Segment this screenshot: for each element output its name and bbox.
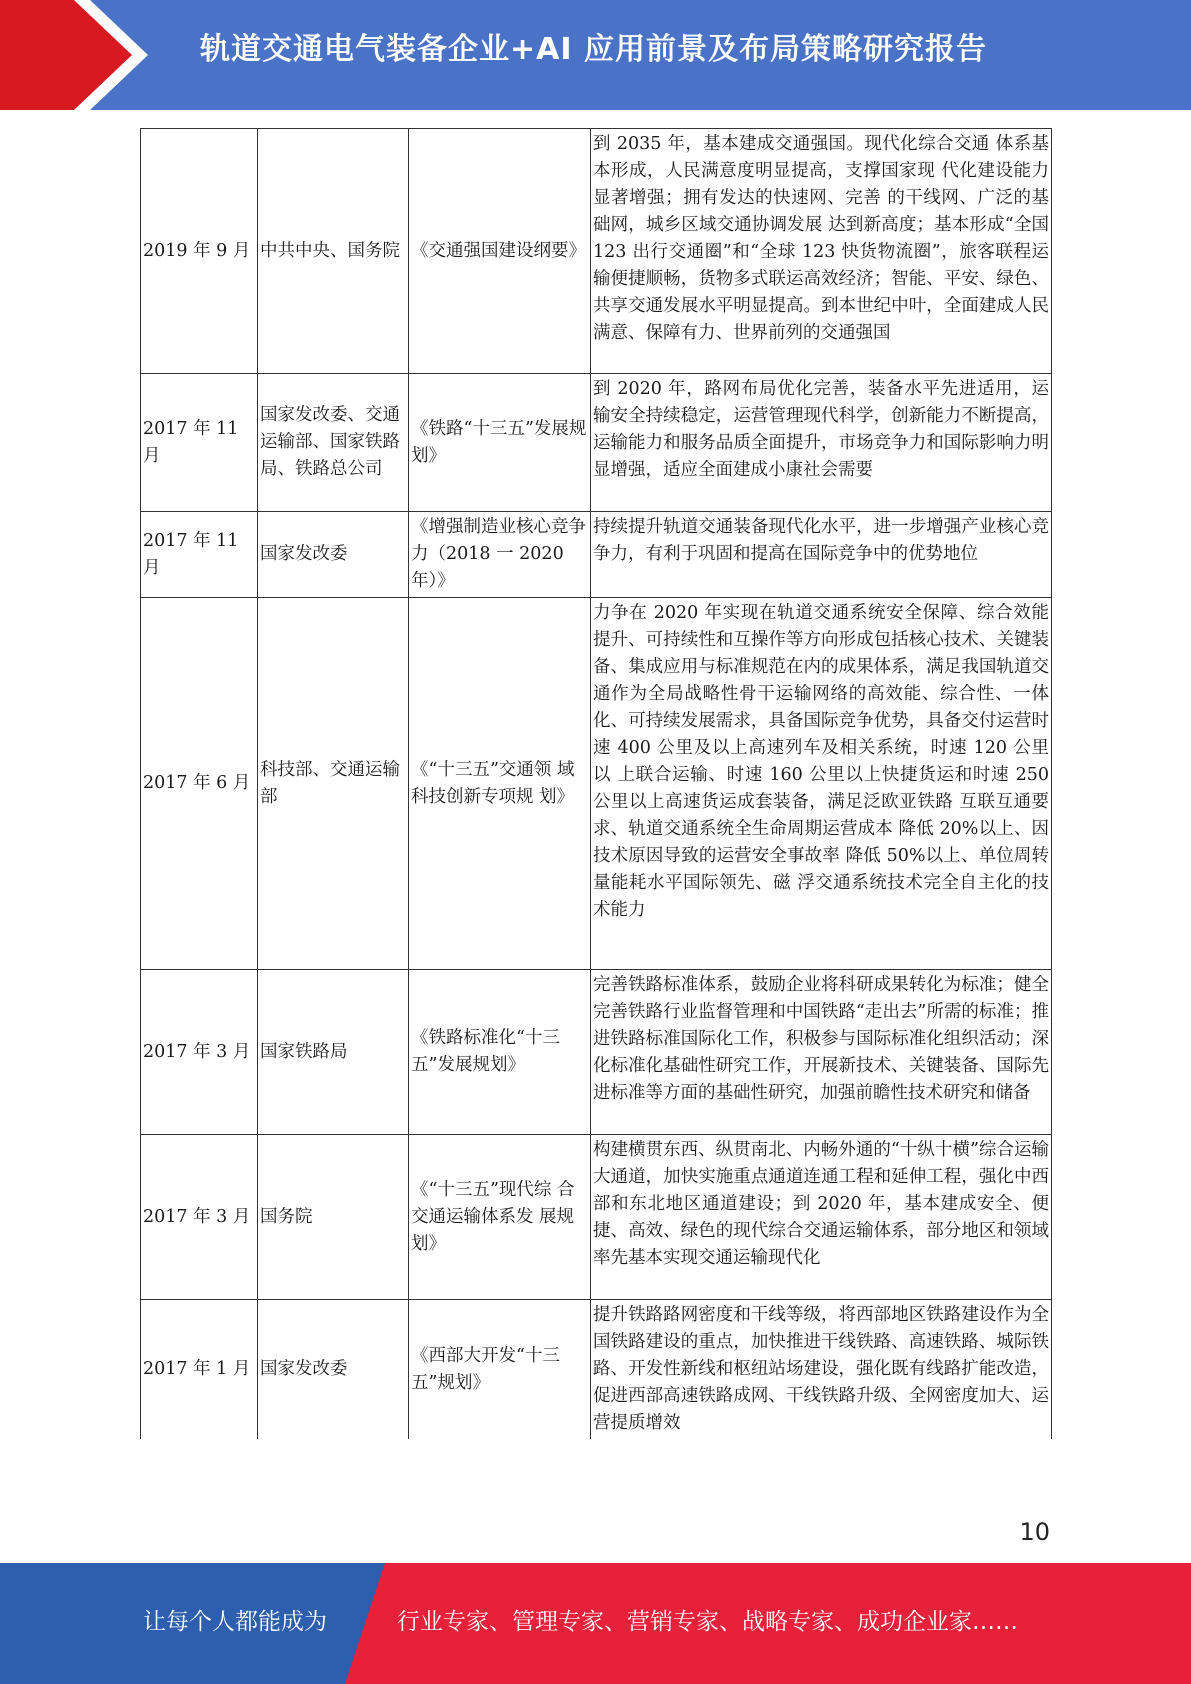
content-cell: 构建横贯东西、纵贯南北、内畅外通的“十纵十横”综合运输大通道，加快实施重点通道连通工程和延伸工程，强化中西部和东北地区通道建设；到 2020 年，基本建成安全、便捷、高效、绿色的现代综合交通运输体系，部分地区和领域率先基本实现交通运输现代化 bbox=[591, 1135, 1052, 1300]
footer-slogan-left: 让每个人都能成为 bbox=[143, 1609, 327, 1635]
date-cell: 2017 年 11 月 bbox=[141, 374, 258, 512]
page-footer bbox=[0, 1563, 1191, 1684]
footer-slogan-right: 行业专家、管理专家、营销专家、战略专家、成功企业家…… bbox=[397, 1609, 1018, 1635]
issuer-cell: 国家发改委、交通运输部、国家铁路局、铁路总公司 bbox=[258, 374, 409, 512]
content-cell: 提升铁路路网密度和干线等级，将西部地区铁路建设作为全国铁路建设的重点，加快推进干线铁路、高速铁路、城际铁路、开发性新线和枢纽站场建设，强化既有线路扩能改造，促进西部高速铁路成网、干线铁路升级、全网密度加大、运营提质增效 bbox=[591, 1300, 1052, 1440]
issuer-cell: 中共中央、国务院 bbox=[258, 129, 409, 374]
document-cell: 《“十三五”现代综 合交通运输体系发 展规划》 bbox=[409, 1135, 591, 1300]
page-header bbox=[0, 0, 1191, 110]
table-row bbox=[141, 970, 1052, 1135]
issuer-cell: 国家发改委 bbox=[258, 1300, 409, 1440]
table-row bbox=[141, 1135, 1052, 1300]
date-cell: 2019 年 9 月 bbox=[141, 129, 258, 374]
issuer-cell: 国家铁路局 bbox=[258, 970, 409, 1135]
document-cell: 《西部大开发“十三五”规划》 bbox=[409, 1300, 591, 1440]
table-row bbox=[141, 129, 1052, 374]
table-row bbox=[141, 1300, 1052, 1440]
content-cell: 到 2035 年，基本建成交通强国。现代化综合交通 体系基本形成，人民满意度明显提高，支撑国家现 代化建设能力显著增强；拥有发达的快速网、完善 的干线网、广泛的基础网，城乡区域交通协调发展 达到新高度；基本形成“全国 123 出行交通圈”和“全球 123 快货物流圈”，旅客联程运输便捷顺畅，货物多式联运高效经济；智能、平安、绿色、共享交通发展水平明显提高。到本世纪中叶，全面建成人民满意、保障有力、世界前列的交通强国 bbox=[591, 129, 1052, 374]
issuer-cell: 科技部、交通运输部 bbox=[258, 598, 409, 970]
table-row bbox=[141, 598, 1052, 970]
policy-table bbox=[140, 128, 1052, 1439]
report-title: 轨道交通电气装备企业+AI 应用前景及布局策略研究报告 bbox=[200, 32, 987, 67]
date-cell: 2017 年 11 月 bbox=[141, 512, 258, 598]
date-cell: 2017 年 3 月 bbox=[141, 970, 258, 1135]
issuer-cell: 国家发改委 bbox=[258, 512, 409, 598]
date-cell: 2017 年 3 月 bbox=[141, 1135, 258, 1300]
content-cell: 到 2020 年，路网布局优化完善，装备水平先进适用，运输安全持续稳定，运营管理现代科学，创新能力不断提高，运输能力和服务品质全面提升，市场竞争力和国际影响力明显增强，适应全面建成小康社会需要 bbox=[591, 374, 1052, 512]
document-cell: 《铁路标准化“十三五”发展规划》 bbox=[409, 970, 591, 1135]
page-number: 10 bbox=[1019, 1518, 1050, 1546]
issuer-cell: 国务院 bbox=[258, 1135, 409, 1300]
content-cell: 力争在 2020 年实现在轨道交通系统安全保障、综合效能提升、可持续性和互操作等方向形成包括核心技术、关键装备、集成应用与标准规范在内的成果体系，满足我国轨道交通作为全局战略性骨干运输网络的高效能、综合性、一体化、可持续发展需求，具备国际竞争优势，具备交付运营时速 400 公里及以上高速列车及相关系统，时速 120 公里以 上联合运输、时速 160 公里以上快捷货运和时速 250 公里以上高速货运成套装备，满足泛欧亚铁路 互联互通要求、轨道交通系统全生命周期运营成本 降低 20%以上、因技术原因导致的运营安全事故率 降低 50%以上、单位周转量能耗水平国际领先、磁 浮交通系统技术完全自主化的技术能力 bbox=[591, 598, 1052, 970]
document-cell: 《交通强国建设纲要》 bbox=[409, 129, 591, 374]
content-cell: 持续提升轨道交通装备现代化水平，进一步增强产业核心竞争力，有利于巩固和提高在国际竞争中的优势地位 bbox=[591, 512, 1052, 598]
document-cell: 《“十三五”交通领 域科技创新专项规 划》 bbox=[409, 598, 591, 970]
table-row bbox=[141, 512, 1052, 598]
table-row bbox=[141, 374, 1052, 512]
document-cell: 《增强制造业核心竞争力（2018 一 2020 年）》 bbox=[409, 512, 591, 598]
content-cell: 完善铁路标准体系，鼓励企业将科研成果转化为标准；健全完善铁路行业监督管理和中国铁路“走出去”所需的标准；推进铁路标准国际化工作，积极参与国际标准化组织活动；深化标准化基础性研究工作，开展新技术、关键装备、国际先进标准等方面的基础性研究，加强前瞻性技术研究和储备 bbox=[591, 970, 1052, 1135]
date-cell: 2017 年 6 月 bbox=[141, 598, 258, 970]
date-cell: 2017 年 1 月 bbox=[141, 1300, 258, 1440]
document-cell: 《铁路“十三五”发展规划》 bbox=[409, 374, 591, 512]
